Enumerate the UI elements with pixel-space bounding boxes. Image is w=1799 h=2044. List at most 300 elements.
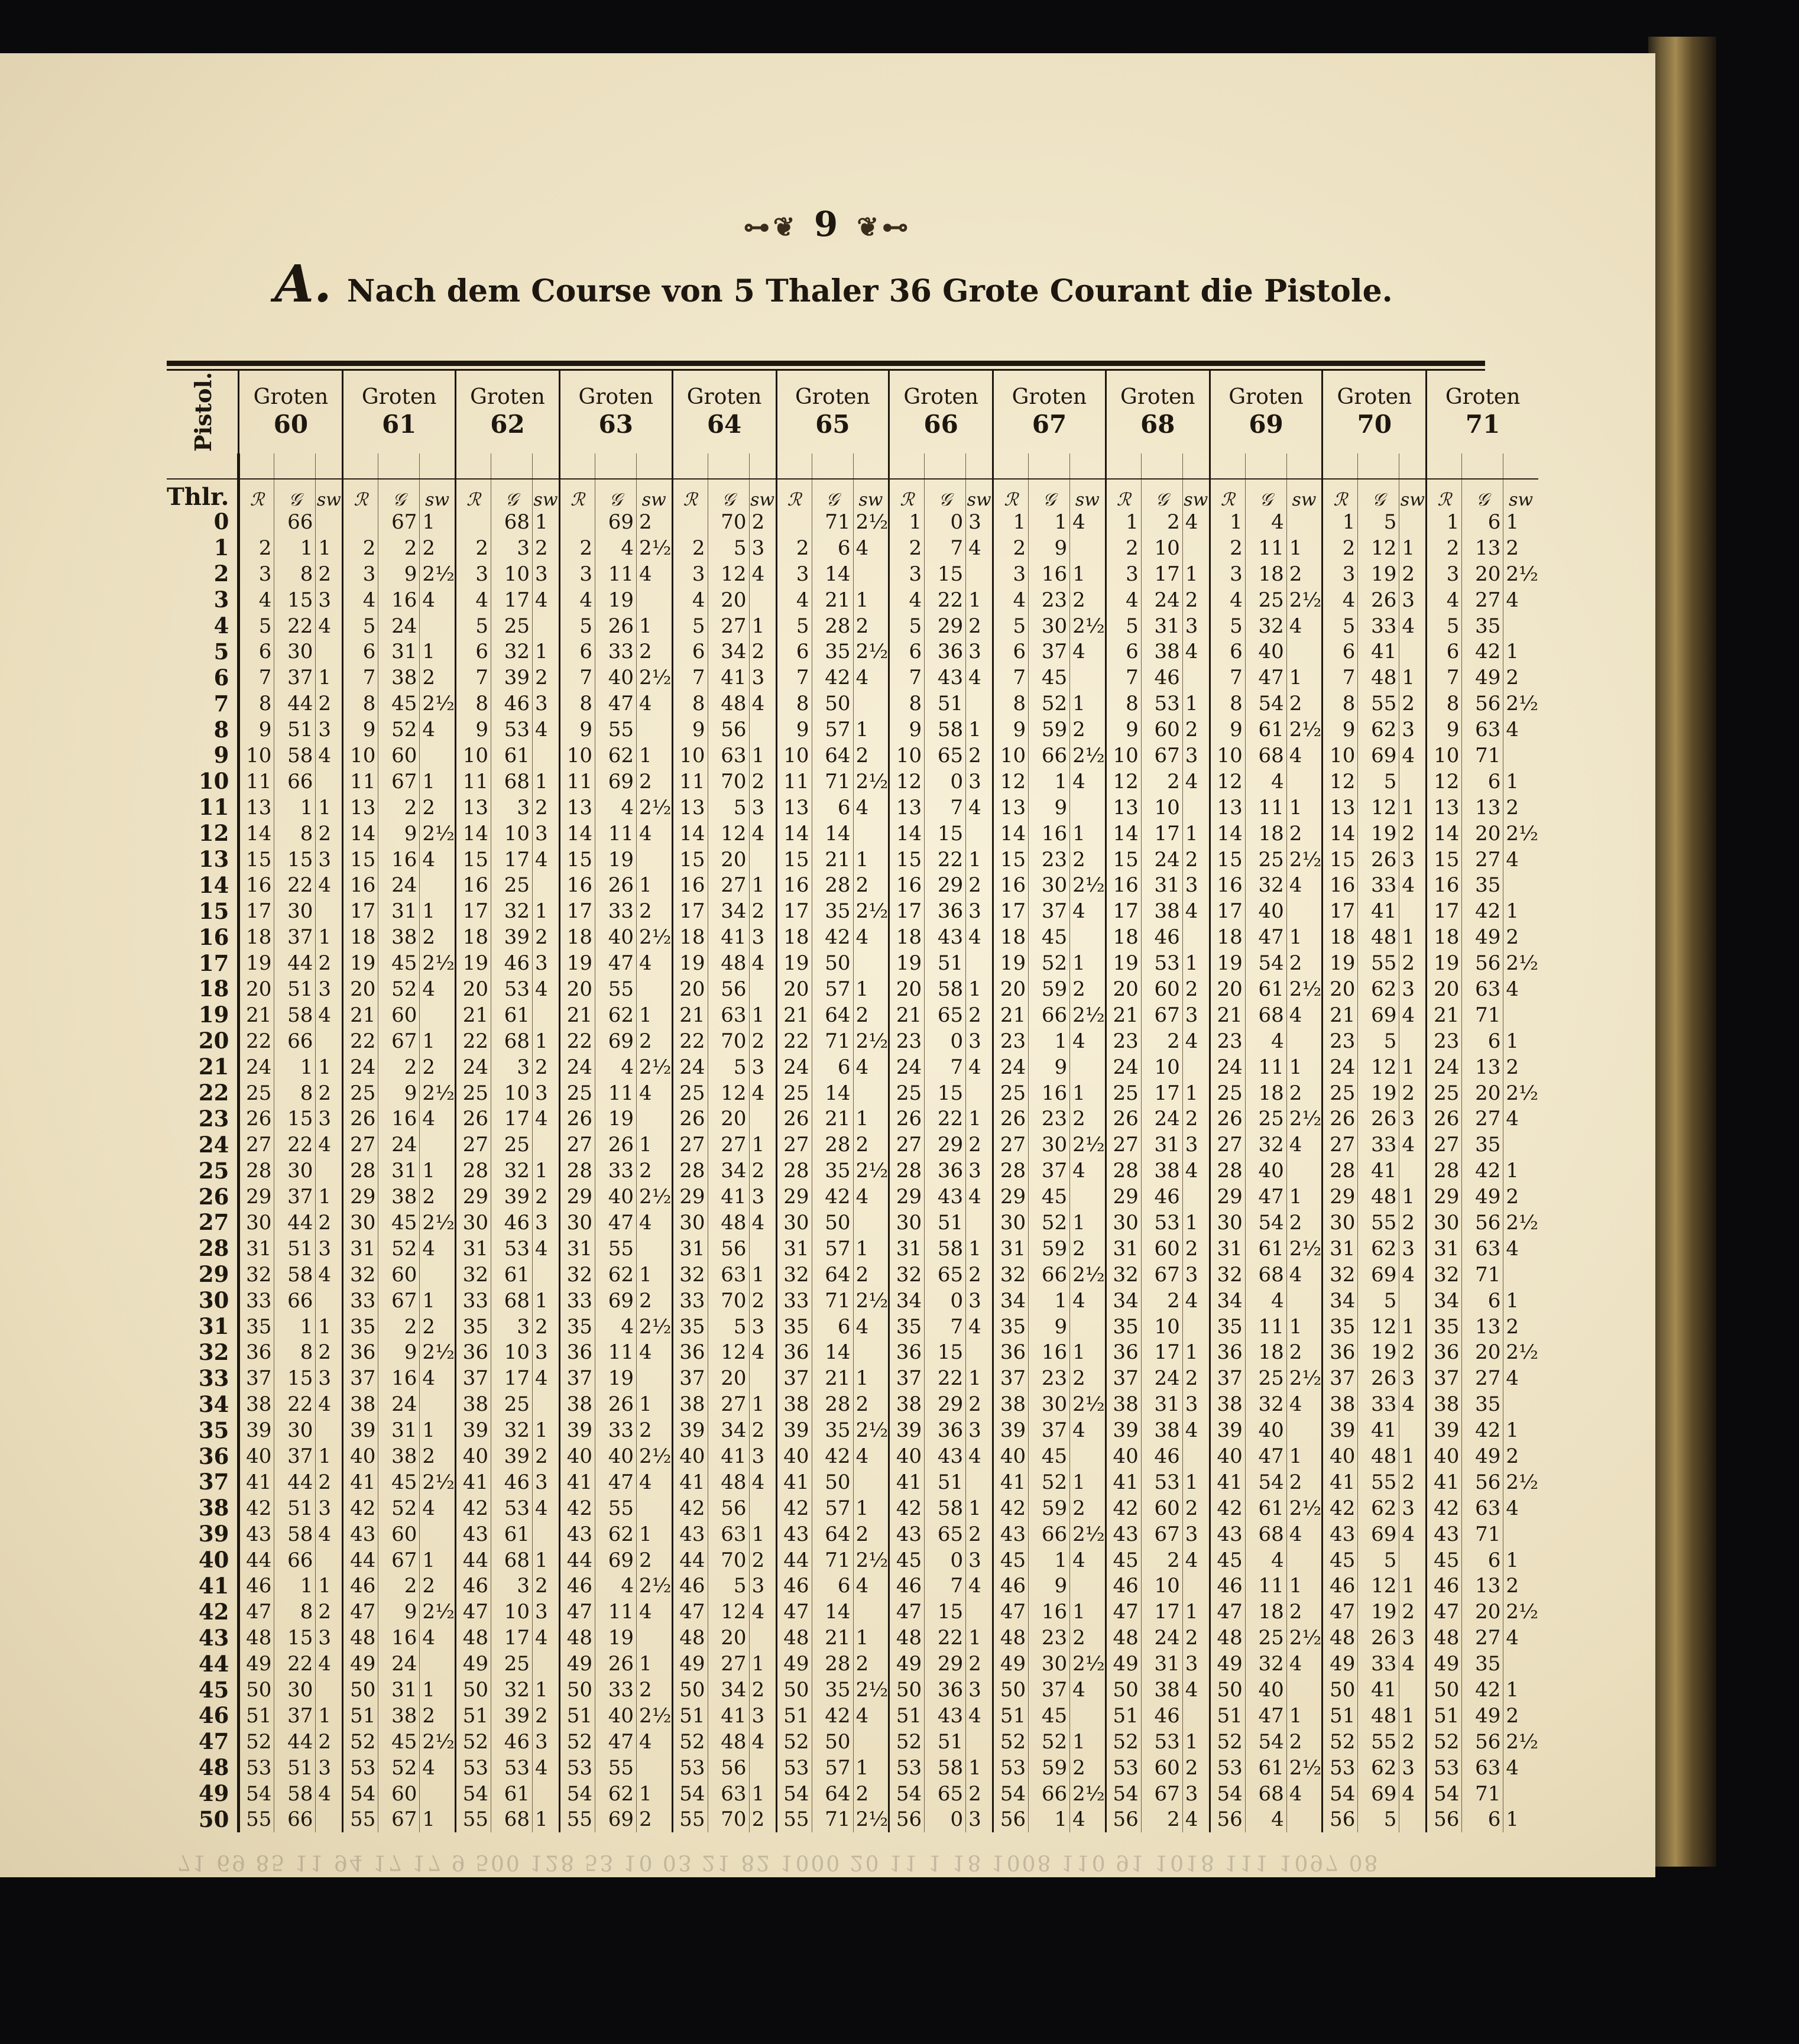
schwaren-value: 1: [316, 1573, 343, 1599]
schwaren-value: 3: [532, 1599, 559, 1625]
schwaren-value: [853, 1469, 889, 1495]
unit-header-row: [167, 479, 1538, 509]
thaler-value: 51: [1322, 1703, 1358, 1729]
schwaren-value: 1: [966, 1755, 993, 1781]
thaler-value: 3: [672, 561, 708, 587]
grote-value: 24: [1141, 1106, 1182, 1132]
schwaren-value: 2½: [1286, 976, 1322, 1002]
thaler-value: 53: [559, 1755, 595, 1781]
grote-value: 47: [1245, 665, 1286, 691]
schwaren-value: [1399, 769, 1427, 795]
thaler-value: 22: [455, 1028, 491, 1054]
schwaren-value: 2: [1503, 1184, 1538, 1210]
grote-value: 36: [925, 898, 966, 924]
thaler-value: 19: [1210, 950, 1245, 976]
grote-value: 2: [1141, 1547, 1182, 1573]
thaler-value: 13: [1210, 795, 1245, 821]
grote-value: 63: [1462, 717, 1503, 743]
thaler-value: 42: [776, 1495, 812, 1521]
grote-value: 70: [708, 769, 749, 795]
grote-value: 61: [491, 1002, 532, 1028]
thaler-value: 5: [343, 613, 378, 639]
schwaren-value: 4: [420, 847, 456, 873]
thaler-value: 2: [239, 535, 274, 561]
thaler-value: 54: [343, 1781, 378, 1807]
schwaren-value: 3: [749, 535, 776, 561]
schwaren-value: 1: [532, 1288, 559, 1314]
grote-value: 0: [925, 509, 966, 535]
grote-value: 11: [1245, 1054, 1286, 1080]
grote-value: 12: [1358, 1054, 1399, 1080]
thaler-value: 19: [455, 950, 491, 976]
schwaren-value: 1: [966, 717, 993, 743]
thaler-value: 43: [1210, 1521, 1245, 1547]
table-row: [167, 821, 1538, 847]
grote-value: 19: [595, 1365, 636, 1391]
thaler-value: 14: [455, 821, 491, 847]
thaler-value: 9: [776, 717, 812, 743]
schwaren-value: [636, 1495, 672, 1521]
schwaren-value: 3: [1399, 1495, 1427, 1521]
schwaren-value: [1070, 535, 1106, 561]
grote-value: 40: [595, 1703, 636, 1729]
table-row: [167, 872, 1538, 898]
grote-value: 6: [1462, 509, 1503, 535]
thaler-value: 46: [1210, 1573, 1245, 1599]
grote-value: 56: [708, 976, 749, 1002]
groten-value: 67: [1032, 410, 1067, 439]
unit-label: 𝒢: [812, 479, 853, 509]
schwaren-value: 1: [420, 1288, 456, 1314]
pistol-count: 40: [167, 1547, 239, 1573]
grote-value: 66: [1029, 743, 1070, 769]
schwaren-value: 4: [1182, 1028, 1210, 1054]
thaler-value: 40: [343, 1443, 378, 1469]
schwaren-value: [853, 1599, 889, 1625]
grote-value: 22: [925, 1106, 966, 1132]
thaler-value: 2: [1106, 535, 1141, 561]
groten-header-row: [167, 371, 1538, 453]
thaler-value: 27: [776, 1132, 812, 1158]
groten-value: 66: [923, 410, 958, 439]
thaler-value: 16: [1210, 872, 1245, 898]
grote-value: 38: [378, 924, 420, 950]
thaler-value: 12: [1106, 769, 1141, 795]
grote-value: 57: [812, 1755, 853, 1781]
table-row: [167, 1002, 1538, 1028]
grote-value: 17: [1141, 821, 1182, 847]
thaler-value: 18: [1106, 924, 1141, 950]
grote-value: 7: [925, 1573, 966, 1599]
schwaren-value: 1: [532, 1158, 559, 1184]
thaler-value: 39: [559, 1417, 595, 1443]
grote-value: 45: [1029, 1184, 1070, 1210]
grote-value: 59: [1029, 717, 1070, 743]
schwaren-value: 3: [316, 717, 343, 743]
schwaren-value: 1: [636, 1521, 672, 1547]
schwaren-value: 2½: [1503, 1469, 1538, 1495]
schwaren-value: 2: [316, 1469, 343, 1495]
grote-value: 5: [708, 1054, 749, 1080]
thaler-value: 52: [1210, 1729, 1245, 1755]
schwaren-value: 2: [420, 1054, 456, 1080]
pistol-count: 18: [167, 976, 239, 1002]
grote-value: 6: [812, 1573, 853, 1599]
grote-value: 33: [1358, 1132, 1399, 1158]
grote-value: 68: [1245, 1521, 1286, 1547]
thaler-value: 40: [1106, 1443, 1141, 1469]
schwaren-value: 3: [749, 1314, 776, 1340]
thaler-value: 27: [672, 1132, 708, 1158]
grote-value: 5: [1358, 1807, 1399, 1833]
thaler-value: 21: [1210, 1002, 1245, 1028]
grote-value: 26: [1358, 587, 1399, 613]
thaler-value: 53: [1210, 1755, 1245, 1781]
table-row: [167, 1521, 1538, 1547]
pistol-count: 37: [167, 1469, 239, 1495]
bleed-through-text: 71 69 85 11 94 17 17 9 500 128 53 10 03 21 82 1000 20 11 1 18 1008 110 91 1018 111 1097 08: [177, 1850, 1380, 1874]
schwaren-value: 2: [1503, 665, 1538, 691]
grote-value: 2: [1141, 769, 1182, 795]
grote-value: 63: [708, 1262, 749, 1288]
schwaren-value: 2: [966, 743, 993, 769]
schwaren-value: [853, 691, 889, 717]
grote-value: 30: [274, 1417, 316, 1443]
unit-label: sw: [966, 479, 993, 509]
pistol-count: 30: [167, 1288, 239, 1314]
schwaren-value: 1: [966, 1365, 993, 1391]
thaler-value: 8: [672, 691, 708, 717]
schwaren-value: 4: [1503, 1236, 1538, 1262]
grote-value: 52: [378, 1236, 420, 1262]
thaler-value: 17: [889, 898, 925, 924]
grote-value: 65: [925, 743, 966, 769]
schwaren-value: [749, 1236, 776, 1262]
thaler-value: 34: [1322, 1288, 1358, 1314]
schwaren-value: 1: [636, 1781, 672, 1807]
spacer-cell: [455, 453, 491, 479]
thaler-value: 28: [889, 1158, 925, 1184]
schwaren-value: 4: [749, 1210, 776, 1236]
schwaren-value: 3: [1182, 1651, 1210, 1677]
thaler-value: 39: [1427, 1417, 1462, 1443]
schwaren-value: 1: [1286, 1054, 1322, 1080]
thaler-value: 29: [1427, 1184, 1462, 1210]
grote-value: 30: [274, 898, 316, 924]
thaler-value: 15: [1106, 847, 1141, 873]
grote-value: 21: [812, 1625, 853, 1651]
grote-value: 48: [1358, 1703, 1399, 1729]
grote-value: 10: [1141, 1314, 1182, 1340]
thaler-value: 51: [455, 1703, 491, 1729]
grote-value: 53: [1141, 1469, 1182, 1495]
grote-value: 53: [491, 976, 532, 1002]
thaler-value: 12: [1322, 769, 1358, 795]
thaler-value: 22: [559, 1028, 595, 1054]
schwaren-value: 4: [853, 924, 889, 950]
thaler-value: 26: [1427, 1106, 1462, 1132]
schwaren-value: [316, 1547, 343, 1573]
thaler-value: 37: [1322, 1365, 1358, 1391]
grote-value: 38: [1141, 1158, 1182, 1184]
schwaren-value: 2: [636, 1547, 672, 1573]
grote-value: 51: [274, 717, 316, 743]
pistol-count: 2: [167, 561, 239, 587]
grote-value: 48: [1358, 1443, 1399, 1469]
schwaren-value: 2: [1286, 821, 1322, 847]
grote-value: 63: [708, 1521, 749, 1547]
grote-value: 63: [1462, 1755, 1503, 1781]
schwaren-value: [749, 1495, 776, 1521]
grote-value: 30: [274, 639, 316, 665]
grote-value: 50: [812, 1729, 853, 1755]
grote-value: 25: [491, 613, 532, 639]
thaler-value: 7: [1427, 665, 1462, 691]
grote-value: 23: [1029, 1106, 1070, 1132]
thaler-value: 14: [1210, 821, 1245, 847]
table-row: [167, 665, 1538, 691]
thaler-value: 42: [343, 1495, 378, 1521]
grote-value: 38: [378, 1443, 420, 1469]
schwaren-value: 3: [532, 1729, 559, 1755]
grote-value: 22: [274, 1132, 316, 1158]
grote-value: 58: [925, 1755, 966, 1781]
grote-value: 40: [1245, 1677, 1286, 1703]
grote-value: 25: [491, 872, 532, 898]
table-row: [167, 1443, 1538, 1469]
spacer-cell: [1245, 453, 1286, 479]
pistol-count: 45: [167, 1677, 239, 1703]
table-row: [167, 1729, 1538, 1755]
schwaren-value: 1: [532, 1547, 559, 1573]
schwaren-value: 4: [1182, 639, 1210, 665]
schwaren-value: 4: [636, 1469, 672, 1495]
thaler-value: 16: [1106, 872, 1141, 898]
grote-value: 18: [1245, 1080, 1286, 1106]
grote-value: 26: [595, 872, 636, 898]
schwaren-value: [749, 587, 776, 613]
grote-value: 69: [1358, 743, 1399, 769]
thaler-value: 5: [559, 613, 595, 639]
grote-value: 18: [1245, 1599, 1286, 1625]
schwaren-value: 1: [1182, 1729, 1210, 1755]
grote-value: 9: [378, 1599, 420, 1625]
grote-value: 14: [812, 561, 853, 587]
thaler-value: 30: [672, 1210, 708, 1236]
thaler-value: 36: [776, 1340, 812, 1366]
schwaren-value: [1070, 1184, 1106, 1210]
thaler-value: 43: [455, 1521, 491, 1547]
schwaren-value: 1: [853, 1495, 889, 1521]
grote-value: 14: [812, 1080, 853, 1106]
grote-value: 66: [1029, 1262, 1070, 1288]
thaler-value: 16: [889, 872, 925, 898]
thaler-value: 45: [889, 1547, 925, 1573]
grote-value: 12: [1358, 1573, 1399, 1599]
thaler-value: 53: [776, 1755, 812, 1781]
thaler-value: 46: [672, 1573, 708, 1599]
table-row: [167, 1288, 1538, 1314]
grote-value: 41: [708, 1184, 749, 1210]
schwaren-value: [532, 1521, 559, 1547]
grote-value: 27: [1462, 847, 1503, 873]
thaler-value: 3: [1106, 561, 1141, 587]
grote-value: 1: [1029, 1288, 1070, 1314]
table-row: [167, 1365, 1538, 1391]
grote-value: 68: [491, 509, 532, 535]
grote-value: 35: [812, 639, 853, 665]
thaler-value: 4: [1210, 587, 1245, 613]
grote-value: 71: [812, 1028, 853, 1054]
thaler-value: 13: [343, 795, 378, 821]
thaler-value: 36: [889, 1340, 925, 1366]
thaler-value: 16: [672, 872, 708, 898]
schwaren-value: 4: [420, 976, 456, 1002]
unit-label: sw: [1503, 479, 1538, 509]
thaler-value: 24: [239, 1054, 274, 1080]
grote-value: 65: [925, 1002, 966, 1028]
grote-value: 55: [595, 1495, 636, 1521]
grote-value: 37: [274, 665, 316, 691]
schwaren-value: 2: [749, 639, 776, 665]
thaler-value: 10: [993, 743, 1029, 769]
schwaren-value: [636, 1106, 672, 1132]
thaler-value: 41: [776, 1469, 812, 1495]
schwaren-value: 1: [1399, 924, 1427, 950]
grote-value: 41: [1358, 898, 1399, 924]
table-row: [167, 613, 1538, 639]
thaler-value: 41: [672, 1469, 708, 1495]
schwaren-value: 4: [749, 691, 776, 717]
unit-label: 𝒢: [1029, 479, 1070, 509]
schwaren-value: 2: [966, 1781, 993, 1807]
schwaren-value: [1286, 1158, 1322, 1184]
spacer-cell: [1029, 453, 1070, 479]
schwaren-value: 3: [1182, 1391, 1210, 1417]
grote-value: 69: [1358, 1781, 1399, 1807]
schwaren-value: 2: [1286, 691, 1322, 717]
schwaren-value: [966, 1340, 993, 1366]
grote-value: 0: [925, 1028, 966, 1054]
schwaren-value: 4: [636, 1210, 672, 1236]
schwaren-value: [1399, 1158, 1427, 1184]
thaler-value: 35: [993, 1314, 1029, 1340]
thaler-value: 53: [672, 1755, 708, 1781]
groten-value: 70: [1357, 410, 1392, 439]
thaler-value: 20: [1106, 976, 1141, 1002]
thaler-value: 16: [343, 872, 378, 898]
grote-value: 49: [1462, 1184, 1503, 1210]
schwaren-value: 4: [1070, 639, 1106, 665]
thaler-value: 56: [1210, 1807, 1245, 1833]
grote-value: 22: [925, 1365, 966, 1391]
thaler-value: 36: [1106, 1340, 1141, 1366]
thaler-value: 49: [889, 1651, 925, 1677]
thaler-value: 1: [1210, 509, 1245, 535]
grote-value: 9: [1029, 1314, 1070, 1340]
grote-value: 45: [1029, 924, 1070, 950]
thaler-value: 16: [559, 872, 595, 898]
spacer-cell: [1106, 453, 1141, 479]
grote-value: 3: [491, 1054, 532, 1080]
schwaren-value: [532, 1781, 559, 1807]
thaler-value: 5: [1427, 613, 1462, 639]
thaler-value: 17: [1427, 898, 1462, 924]
schwaren-value: [316, 1028, 343, 1054]
schwaren-value: 2½: [420, 691, 456, 717]
schwaren-value: 1: [636, 1262, 672, 1288]
grote-value: 47: [595, 1210, 636, 1236]
grote-value: 24: [378, 1391, 420, 1417]
thaler-value: 30: [239, 1210, 274, 1236]
thaler-value: 49: [455, 1651, 491, 1677]
thaler-value: 27: [889, 1132, 925, 1158]
grote-value: 54: [1245, 950, 1286, 976]
unit-label: 𝒢: [274, 479, 316, 509]
schwaren-value: 1: [853, 1365, 889, 1391]
schwaren-value: 1: [1070, 1340, 1106, 1366]
grote-value: 28: [812, 872, 853, 898]
table-row: [167, 561, 1538, 587]
schwaren-value: 2½: [420, 821, 456, 847]
schwaren-value: 2: [532, 535, 559, 561]
schwaren-value: 1: [749, 1521, 776, 1547]
grote-value: 32: [1245, 872, 1286, 898]
thaler-value: 38: [776, 1391, 812, 1417]
grote-value: 19: [1358, 1340, 1399, 1366]
grote-value: 57: [812, 717, 853, 743]
thaler-value: 32: [455, 1262, 491, 1288]
thaler-value: 48: [993, 1625, 1029, 1651]
schwaren-value: 4: [316, 1521, 343, 1547]
thaler-value: 25: [1106, 1080, 1141, 1106]
pistol-count: 50: [167, 1807, 239, 1833]
grote-value: 9: [1029, 1573, 1070, 1599]
schwaren-value: 1: [966, 587, 993, 613]
schwaren-value: 3: [316, 587, 343, 613]
table-row: [167, 1469, 1538, 1495]
schwaren-value: 2: [636, 769, 672, 795]
grote-value: 17: [1141, 1599, 1182, 1625]
unit-label: ℛ: [559, 479, 595, 509]
schwaren-value: 4: [420, 717, 456, 743]
thaler-value: 26: [889, 1106, 925, 1132]
grote-value: 35: [812, 1417, 853, 1443]
grote-value: 60: [1141, 1236, 1182, 1262]
schwaren-value: 1: [966, 847, 993, 873]
groten-header: [993, 371, 1106, 453]
grote-value: 56: [1462, 691, 1503, 717]
pistol-count: 33: [167, 1365, 239, 1391]
thaler-value: 6: [343, 639, 378, 665]
thaler-value: 30: [1322, 1210, 1358, 1236]
schwaren-value: 2: [532, 1703, 559, 1729]
grote-value: 61: [491, 743, 532, 769]
thaler-value: 16: [1427, 872, 1462, 898]
schwaren-value: 1: [1182, 691, 1210, 717]
thaler-value: 6: [1106, 639, 1141, 665]
thaler-value: 8: [455, 691, 491, 717]
schwaren-value: [853, 1080, 889, 1106]
thaler-value: 8: [239, 691, 274, 717]
thaler-value: 2: [776, 535, 812, 561]
schwaren-value: 2: [966, 1262, 993, 1288]
schwaren-value: 2½: [1286, 717, 1322, 743]
grote-value: 70: [708, 1028, 749, 1054]
grote-value: 1: [1029, 1547, 1070, 1573]
schwaren-value: 4: [1286, 743, 1322, 769]
thaler-value: 5: [776, 613, 812, 639]
